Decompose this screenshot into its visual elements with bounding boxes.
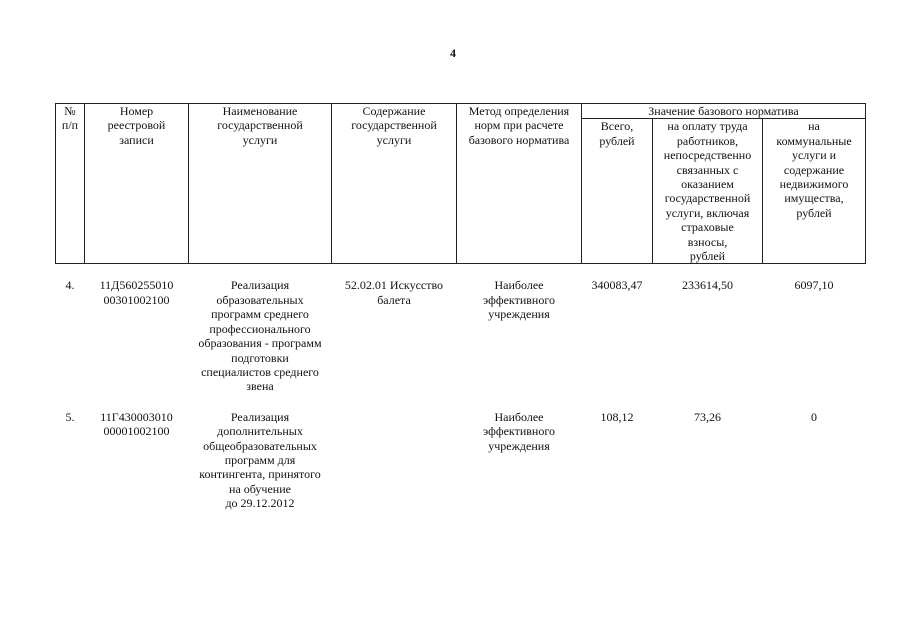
cell-utilities: 6097,10 [794, 278, 834, 293]
header-total: Всего, рублей [582, 119, 653, 264]
header-service-name: Наименование государственной услуги [189, 104, 332, 264]
cell-registry: 11Г430003010 00001002100 [100, 409, 173, 439]
cell-total: 108,12 [600, 409, 634, 424]
cell-labor: 73,26 [694, 409, 721, 424]
cell-total: 340083,47 [591, 278, 643, 293]
header-registry: Номер реестровой записи [85, 104, 189, 264]
cell-service-name: Реализация дополнительных общеобразовательных программ для контингента, принятого на обучение до 29.12.2012 [199, 409, 321, 511]
table-body [56, 264, 866, 511]
table-header [56, 104, 866, 264]
page-number: 4 [450, 46, 456, 60]
cell-utilities: 0 [811, 409, 817, 424]
cell-service-content: 52.02.01 Искусство балета [344, 278, 444, 307]
cell-service-name: Реализация образовательных программ среднего профессионального образования - программ подготовки специалистов среднего звена [198, 278, 322, 394]
cell-num: 5. [65, 409, 75, 424]
header-method: Метод определения норм при расчете базового норматива [457, 104, 582, 264]
cell-service-content [332, 394, 457, 511]
cell-registry: 11Д560255010 00301002100 [99, 278, 174, 307]
cell-method: Наиболее эффективного учреждения [483, 409, 555, 453]
header-num: № п/п [56, 104, 85, 264]
header-base-value-group: Значение базового норматива [582, 104, 866, 119]
header-labor: на оплату труда работников, непосредственно связанных с оказанием государственной услуги, включая страховые взносы, рублей [653, 119, 763, 264]
header-row-top [56, 104, 866, 119]
table-row [56, 264, 866, 394]
cell-num: 4. [65, 278, 75, 293]
header-utilities: на коммунальные услуги и содержание недвижимого имущества, рублей [763, 119, 866, 264]
table-row [56, 394, 866, 511]
header-service-content: Содержание государственной услуги [332, 104, 457, 264]
base-norms-table [55, 103, 866, 511]
cell-labor: 233614,50 [682, 278, 733, 293]
cell-method: Наиболее эффективного учреждения [483, 278, 555, 322]
